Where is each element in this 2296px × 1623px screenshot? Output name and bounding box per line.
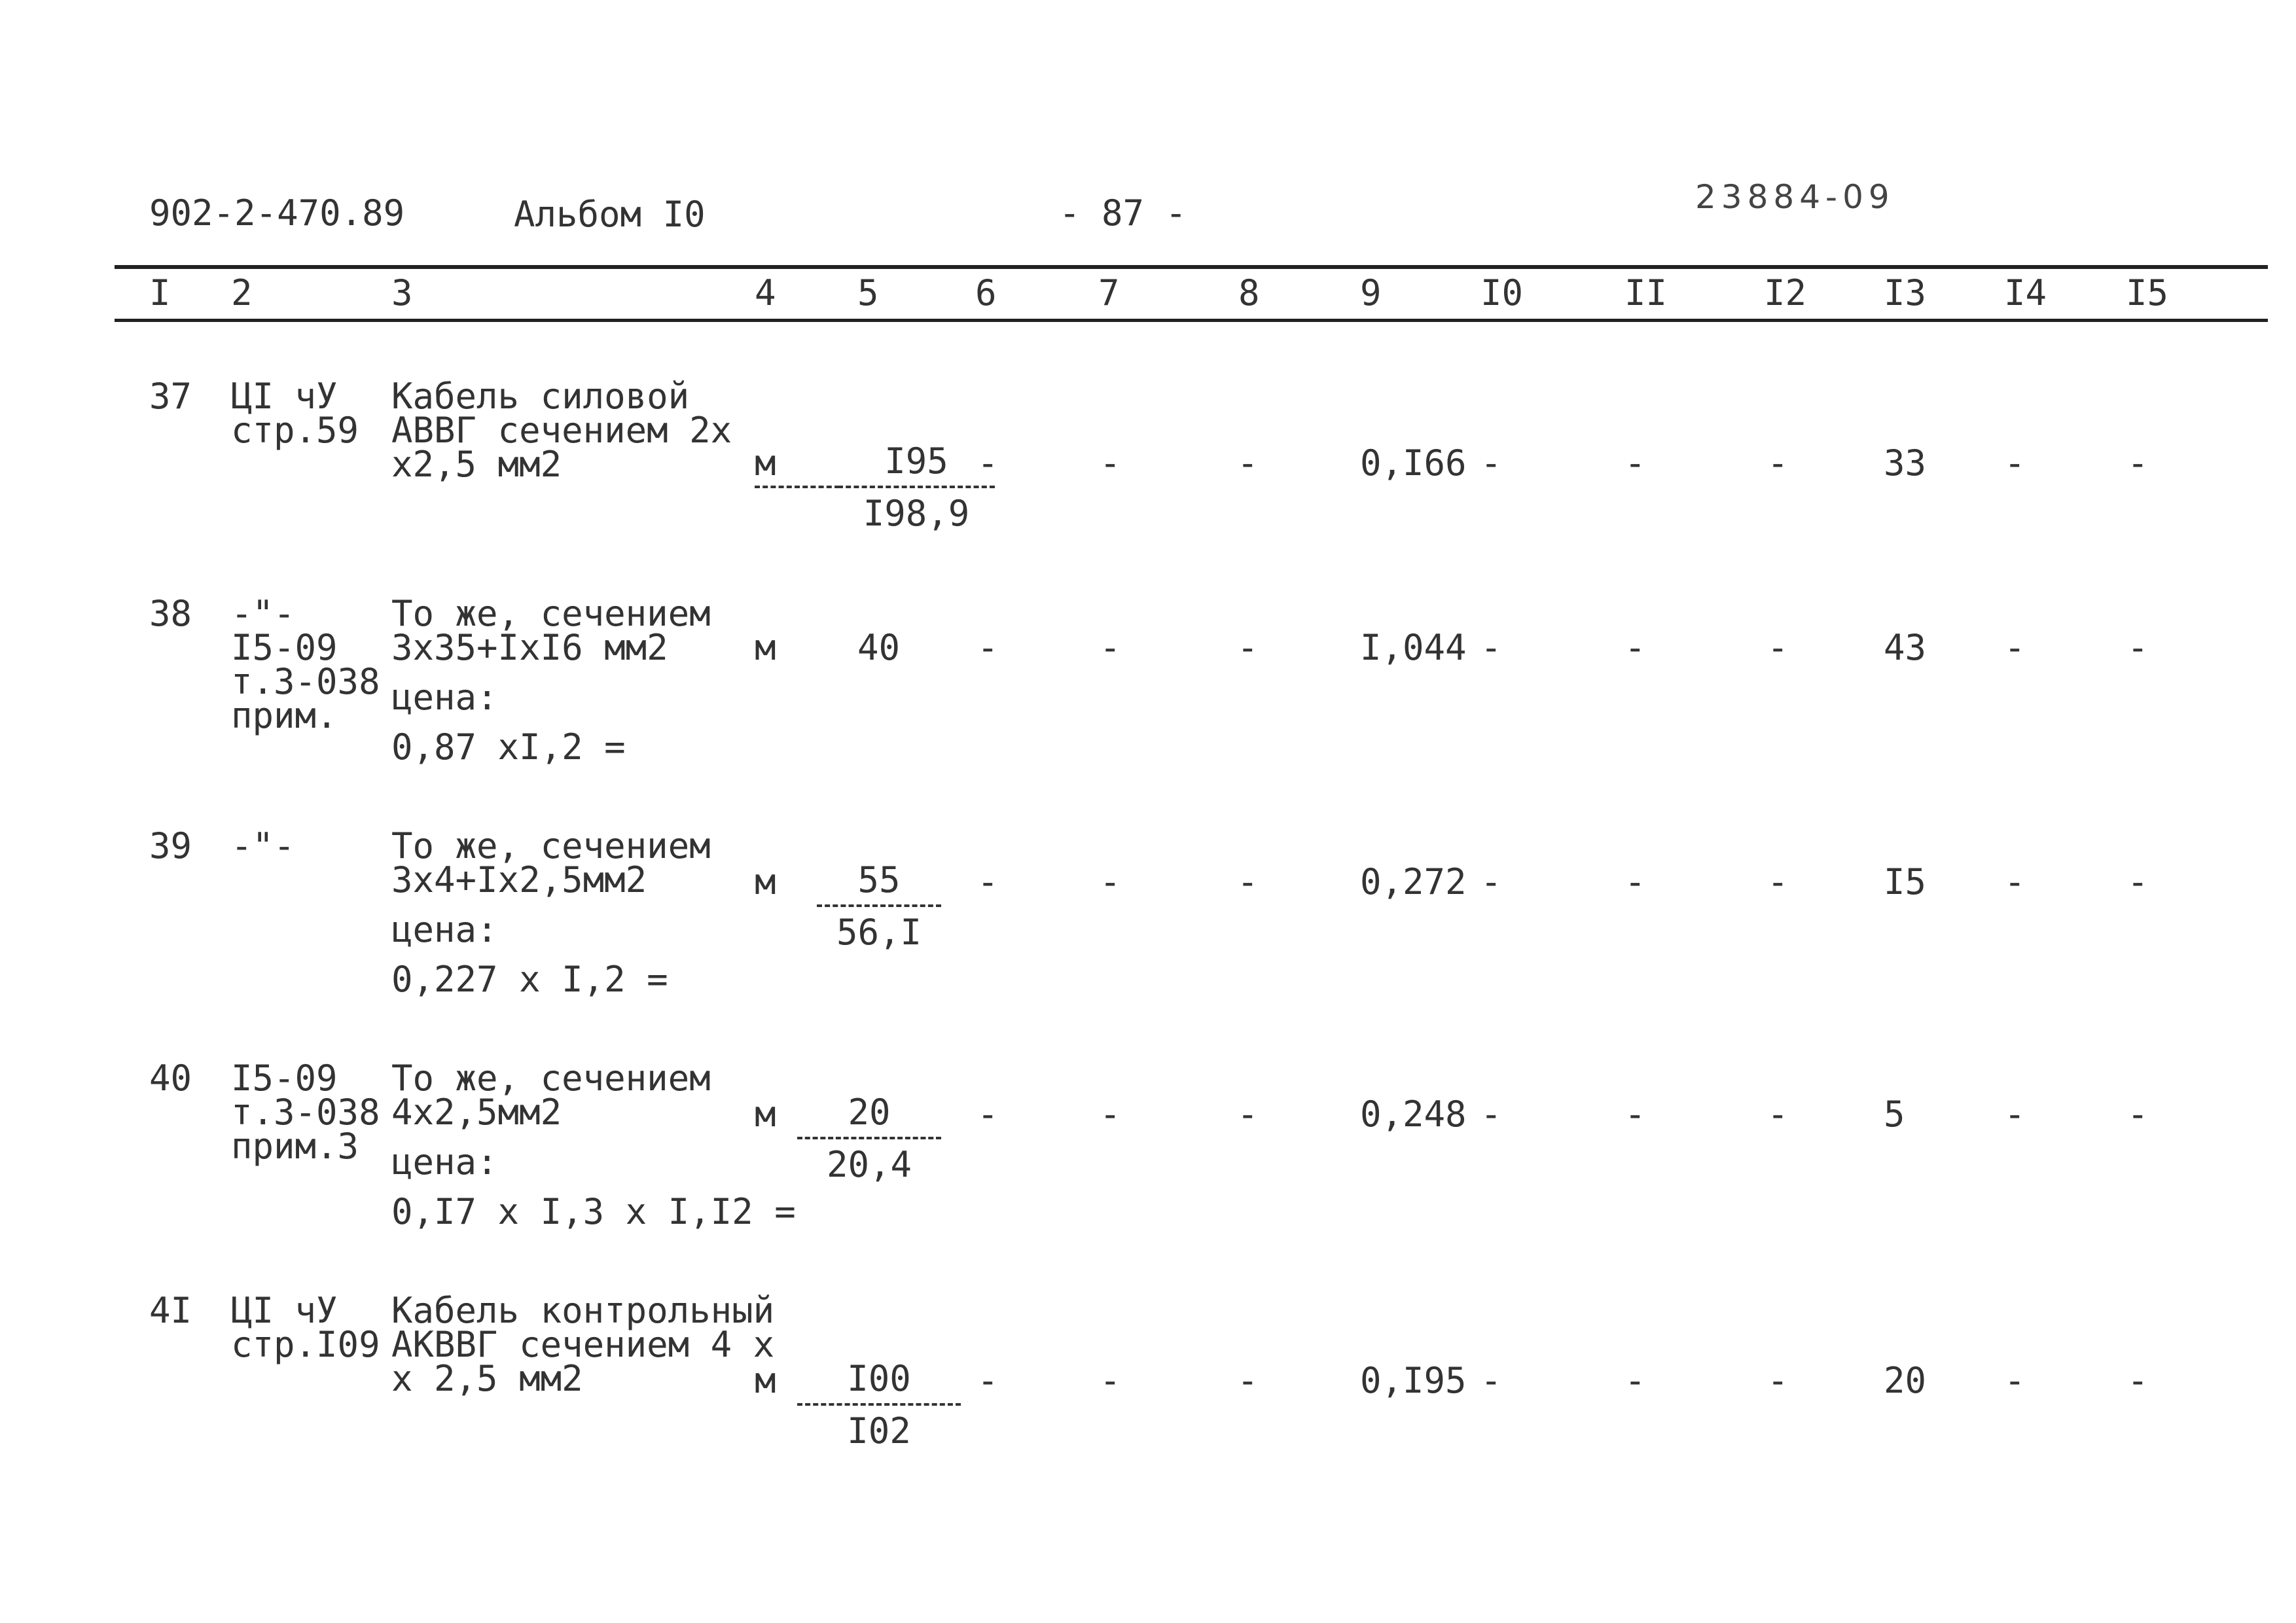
row-reference: -"- (231, 825, 295, 866)
row-unit: м (755, 445, 840, 488)
column-number: 7 (1098, 272, 1120, 313)
row-col-12: - (1767, 627, 1789, 668)
album-label: Альбом I0 (514, 194, 706, 235)
row-reference: ЦI чУ (231, 1290, 338, 1331)
row-col-9: 0,272 (1360, 861, 1467, 902)
row-col-8: - (1237, 1360, 1259, 1401)
row-col-10: - (1480, 861, 1502, 902)
column-number: 8 (1238, 272, 1260, 313)
row-description: То же, сечением (391, 825, 711, 866)
row-col-7: - (1100, 442, 1121, 484)
row-col-14: - (2004, 442, 2026, 484)
row-col-11: - (1624, 442, 1646, 484)
document-code: 902-2-470.89 (149, 192, 405, 234)
row-description: АВВГ сечением 2х (391, 410, 732, 451)
row-col-12: - (1767, 442, 1789, 484)
column-number: 3 (391, 272, 413, 313)
row-quantity (838, 442, 995, 533)
row-description: х 2,5 мм2 (391, 1358, 583, 1399)
row-col-11: - (1624, 861, 1646, 902)
row-col-6: - (977, 1360, 999, 1401)
quantity-adjusted: 56,I (836, 912, 922, 953)
row-col-13: 5 (1884, 1094, 1905, 1135)
row-reference: стр.I09 (231, 1324, 380, 1365)
quantity-design: 55 (817, 861, 941, 907)
row-col-13: 20 (1884, 1360, 1927, 1401)
quantity-design: I95 (838, 442, 995, 488)
row-col-8: - (1237, 1094, 1259, 1135)
row-description: цена: (391, 677, 498, 718)
row-col-6: - (977, 1094, 999, 1135)
page-header (0, 0, 2296, 262)
row-col-10: - (1480, 442, 1502, 484)
row-col-6: - (977, 627, 999, 668)
row-col-14: - (2004, 627, 2026, 668)
table-header-rule (115, 319, 2268, 322)
row-number: 39 (149, 825, 192, 866)
row-number: 37 (149, 376, 192, 417)
column-number: I (149, 272, 171, 313)
column-number: 4 (755, 272, 776, 313)
row-col-10: - (1480, 1360, 1502, 1401)
column-number: I0 (1480, 272, 1524, 313)
row-description: АКВВГ сечением 4 х (391, 1324, 775, 1365)
column-number: II (1624, 272, 1668, 313)
row-quantity (797, 1094, 941, 1184)
row-col-7: - (1100, 1360, 1121, 1401)
column-number: I3 (1884, 272, 1927, 313)
row-reference: ЦI чУ (231, 376, 338, 417)
row-description: 4х2,5мм2 (391, 1092, 562, 1133)
row-col-15: - (2127, 861, 2149, 902)
row-unit: м (755, 861, 776, 902)
row-reference: прим. (231, 695, 338, 736)
row-description: Кабель контрольный (391, 1290, 775, 1331)
row-col-13: I5 (1884, 861, 1927, 902)
row-col-13: 33 (1884, 442, 1927, 484)
row-quantity (797, 1360, 961, 1450)
column-number: 6 (975, 272, 997, 313)
column-number: I2 (1764, 272, 1807, 313)
row-col-8: - (1237, 442, 1259, 484)
row-col-6: - (977, 861, 999, 902)
row-col-14: - (2004, 1094, 2026, 1135)
quantity-adjusted: 20,4 (826, 1144, 912, 1185)
row-reference: прим.3 (231, 1126, 359, 1167)
row-description: цена: (391, 909, 498, 950)
row-reference: стр.59 (231, 410, 359, 451)
row-description: 0,87 хI,2 = (391, 726, 626, 768)
row-reference: т.3-038 (231, 661, 380, 702)
row-col-10: - (1480, 1094, 1502, 1135)
row-col-13: 43 (1884, 627, 1927, 668)
row-col-15: - (2127, 1360, 2149, 1401)
row-number: 38 (149, 593, 192, 634)
row-description: 0,I7 х I,3 х I,I2 = (391, 1191, 796, 1232)
row-col-11: - (1624, 1094, 1646, 1135)
row-col-15: - (2127, 627, 2149, 668)
quantity-adjusted: I98,9 (863, 493, 970, 534)
column-number: 9 (1360, 272, 1382, 313)
row-col-9: I,044 (1360, 627, 1467, 668)
row-description: 0,227 х I,2 = (391, 959, 668, 1000)
row-unit: м (755, 1094, 776, 1135)
row-col-10: - (1480, 627, 1502, 668)
row-col-9: 0,248 (1360, 1094, 1467, 1135)
row-reference: I5-09 (231, 1058, 338, 1099)
row-description: Кабель силовой (391, 376, 690, 417)
row-col-7: - (1100, 861, 1121, 902)
row-col-12: - (1767, 1360, 1789, 1401)
row-col-7: - (1100, 627, 1121, 668)
column-number: 2 (231, 272, 253, 313)
table-top-rule (115, 265, 2268, 269)
row-unit: м (755, 1360, 776, 1401)
row-col-7: - (1100, 1094, 1121, 1135)
row-reference: т.3-038 (231, 1092, 380, 1133)
row-description: цена: (391, 1141, 498, 1183)
row-col-15: - (2127, 1094, 2149, 1135)
quantity-design: 20 (797, 1094, 941, 1139)
row-reference: -"- (231, 593, 295, 634)
row-col-14: - (2004, 1360, 2026, 1401)
row-col-11: - (1624, 1360, 1646, 1401)
row-number: 40 (149, 1058, 192, 1099)
column-number: I5 (2126, 272, 2169, 313)
row-description: х2,5 мм2 (391, 444, 562, 485)
row-col-11: - (1624, 627, 1646, 668)
quantity-design: I00 (797, 1360, 961, 1406)
quantity-adjusted: I02 (847, 1410, 911, 1452)
row-unit: м (755, 627, 776, 668)
row-quantity (817, 861, 941, 952)
row-col-9: 0,I95 (1360, 1360, 1467, 1401)
page-number: - 87 - (1059, 192, 1187, 234)
row-col-15: - (2127, 442, 2149, 484)
row-description: 3х4+Iх2,5мм2 (391, 859, 647, 901)
column-number: I4 (2004, 272, 2047, 313)
row-description: То же, сечением (391, 593, 711, 634)
row-quantity: 40 (857, 627, 901, 668)
row-col-12: - (1767, 1094, 1789, 1135)
row-description: То же, сечением (391, 1058, 711, 1099)
row-description: 3х35+IхI6 мм2 (391, 627, 668, 668)
row-col-8: - (1237, 627, 1259, 668)
row-col-14: - (2004, 861, 2026, 902)
row-reference: I5-09 (231, 627, 338, 668)
row-number: 4I (149, 1290, 192, 1331)
column-number: 5 (857, 272, 879, 313)
row-col-12: - (1767, 861, 1789, 902)
row-col-9: 0,I66 (1360, 442, 1467, 484)
inventory-stamp: 23884-09 (1695, 178, 1895, 216)
row-col-6: - (977, 442, 999, 484)
row-col-8: - (1237, 861, 1259, 902)
